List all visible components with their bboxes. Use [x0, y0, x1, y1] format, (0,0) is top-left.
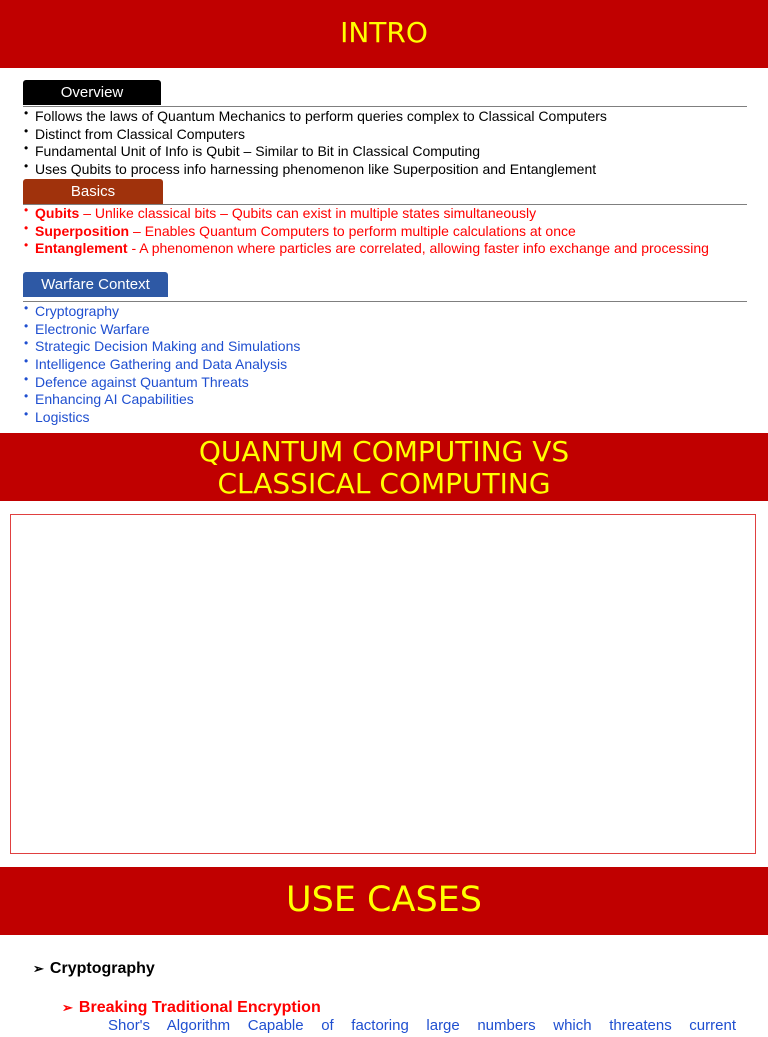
- shor-algorithm-text: Shor's Algorithm Capable of factoring large numbers which threatens current: [108, 1017, 736, 1034]
- bullet-icon: •: [24, 203, 29, 217]
- comparison-title-line2: CLASSICAL COMPUTING: [217, 467, 551, 500]
- list-item: • Follows the laws of Quantum Mechanics to perform queries complex to Classical Computers: [24, 106, 607, 124]
- term-qubits: Qubits: [35, 205, 80, 221]
- list-item: • Entanglement - A phenomenon where particles are correlated, allowing faster info exchange and processing: [24, 238, 709, 257]
- bullet-icon: •: [24, 220, 29, 235]
- warfare-context-tab: Warfare Context: [23, 272, 168, 297]
- warfare-list: [23, 303, 300, 427]
- list-item: • Enhancing AI Capabilities: [24, 389, 194, 408]
- use-case-cryptography: ➢ Cryptography: [33, 960, 155, 977]
- list-item: • Logistics: [24, 407, 90, 426]
- term-superposition: Superposition: [35, 222, 130, 239]
- list-item: • Qubits – Unlike classical bits – Qubits can exist in multiple states simultaneously: [24, 203, 537, 221]
- list-item: • Electronic Warfare: [24, 318, 150, 337]
- list-item: • Defence against Quantum Threats: [24, 371, 249, 390]
- comparison-title-line1: QUANTUM COMPUTING VS: [198, 435, 570, 468]
- intro-title: INTRO: [340, 16, 428, 49]
- bullet-icon: •: [24, 354, 29, 369]
- basics-list: [23, 205, 709, 258]
- bullet-icon: •: [24, 318, 29, 333]
- comparison-banner: [0, 433, 768, 501]
- list-item: • Intelligence Gathering and Data Analysis: [24, 354, 288, 373]
- bullet-icon: •: [24, 106, 29, 120]
- use-case-breaking-encryption: ➢ Breaking Traditional Encryption: [62, 999, 321, 1016]
- bullet-icon: •: [24, 371, 29, 386]
- bullet-icon: •: [24, 141, 29, 156]
- use-cases-banner: [0, 867, 768, 935]
- list-item: • Distinct from Classical Computers: [24, 123, 246, 142]
- list-item: • Fundamental Unit of Info is Qubit – Similar to Bit in Classical Computing: [24, 141, 481, 160]
- bullet-icon: •: [24, 407, 29, 422]
- bullet-icon: •: [24, 336, 29, 351]
- comparison-table-frame: [10, 514, 756, 854]
- overview-list: [23, 108, 607, 179]
- list-item: • Uses Qubits to process info harnessing phenomenon like Superposition and Entanglement: [24, 159, 597, 178]
- arrow-bullet-icon: ➢: [62, 1000, 73, 1015]
- intro-banner: [0, 0, 768, 68]
- bullet-icon: •: [24, 301, 29, 315]
- list-item: • Strategic Decision Making and Simulations: [24, 336, 301, 355]
- bullet-icon: •: [24, 389, 29, 404]
- bullet-icon: •: [24, 123, 29, 138]
- basics-tab: Basics: [23, 179, 163, 204]
- use-cases-title: USE CASES: [285, 880, 482, 920]
- overview-tab: Overview: [23, 80, 161, 105]
- term-entanglement: Entanglement: [35, 240, 128, 257]
- arrow-bullet-icon: ➢: [33, 961, 44, 976]
- list-item: • Cryptography: [24, 301, 120, 319]
- bullet-icon: •: [24, 159, 29, 174]
- list-item: • Superposition – Enables Quantum Computers to perform multiple calculations at once: [24, 220, 576, 239]
- bullet-icon: •: [24, 238, 29, 253]
- warfare-divider: [23, 301, 747, 302]
- overview-divider: [23, 106, 747, 107]
